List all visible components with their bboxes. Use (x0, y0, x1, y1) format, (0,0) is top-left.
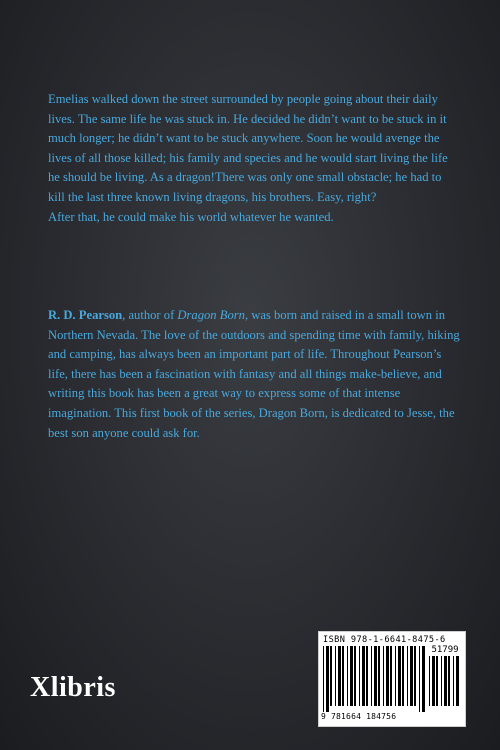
isbn-barcode (318, 631, 466, 727)
ean-digits: 781664 184756 (331, 712, 397, 721)
blurb-closing-line: After that, he could make his world whatever he wanted. (48, 209, 334, 224)
bio-connector: , author of (122, 308, 178, 322)
ean-barcode-bars (323, 646, 425, 712)
bio-text: , was born and raised in a small town in Northern Nevada. The love of the outdoors and spending time with family, hiking and camping, has always been an important part of life. Throughout Pearson’s life, there has been a fascination with fantasy and all things make-believe, and writing this book has been a great way to express some of that intense imagination. This first book of the series, Dragon Born, is dedicated to Jesse, the best son anyone could ask for. (48, 308, 460, 440)
book-title: Dragon Born (177, 308, 245, 322)
blurb-paragraph: Emelias walked down the street surrounded by people going about their daily lives. The same life he was stuck in. He decided he didn’t want to be stuck in it much longer; he didn’t want to be stuck anywhere. Soon he would avenge the lives of all those killed; his family and species and he would start living the life he should be living. As a dragon!There was only one small obstacle; he had to kill the last three known living dragons, his brothers. Easy, right? (48, 92, 448, 204)
author-bio-paragraph (48, 306, 460, 443)
ean-leading-digit: 9 (321, 712, 326, 721)
isbn-label: ISBN 978-1-6641-8475-6 (323, 635, 446, 645)
author-name: R. D. Pearson (48, 308, 123, 322)
back-cover-blurb (48, 90, 460, 227)
addon-code: 51799 (431, 645, 459, 655)
author-bio (48, 306, 460, 443)
addon-barcode-bars (429, 656, 461, 712)
publisher-logo: Xlibris (30, 672, 116, 703)
